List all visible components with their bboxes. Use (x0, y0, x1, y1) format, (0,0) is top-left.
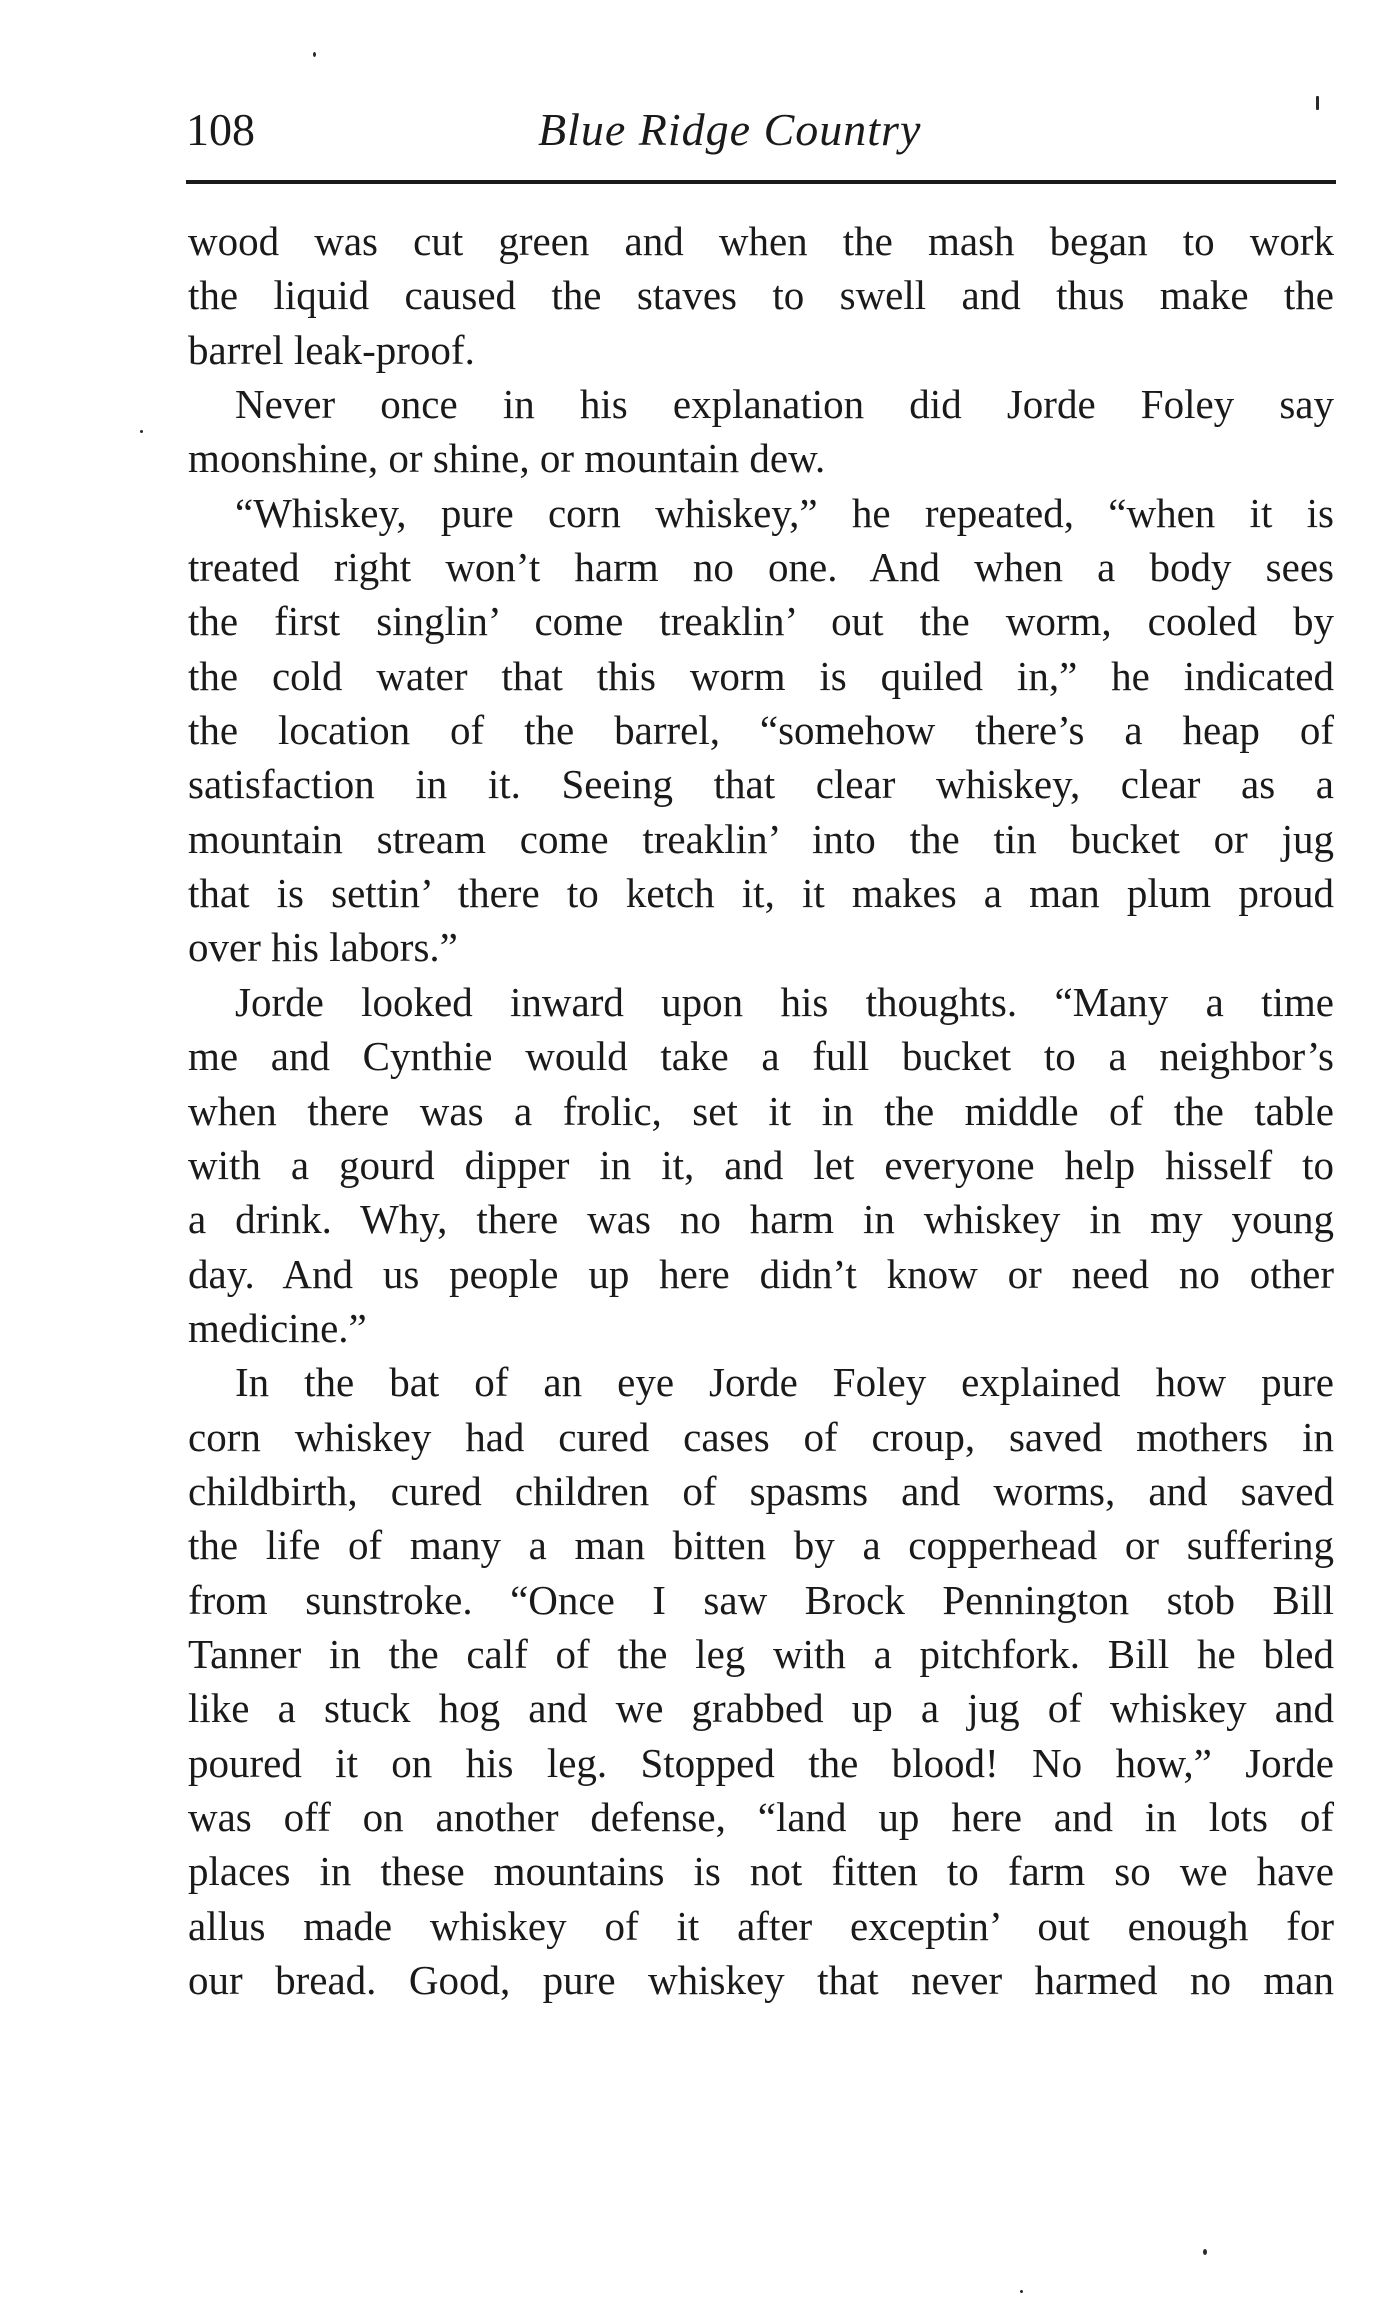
speck (1020, 2290, 1023, 2293)
running-head: Blue Ridge Country (538, 104, 922, 155)
text-line: Tanner in the calf of the leg with a pitchfork. Bill he bled (188, 1630, 1334, 1677)
text-line: over his labors.” (188, 924, 458, 971)
text-line: moonshine, or shine, or mountain dew. (188, 435, 826, 482)
page-number: 108 (186, 104, 255, 155)
text-line: “Whiskey, pure corn whiskey,” he repeated, “when it is (235, 489, 1334, 536)
text-line: our bread. Good, pure whiskey that never harmed no man (188, 1957, 1334, 2003)
text-line: me and Cynthie would take a full bucket to a neighbor’s (188, 1033, 1334, 1080)
text-line: day. And us people up here didn’t know or need no other (188, 1250, 1334, 1297)
speck (1203, 2249, 1207, 2255)
text-line: medicine.” (188, 1304, 367, 1351)
page-header (186, 92, 1336, 162)
text-line: In the bat of an eye Jorde Foley explained how pure (235, 1359, 1334, 1406)
header-rule (186, 180, 1336, 184)
speck (140, 430, 143, 433)
text-line: Never once in his explanation did Jorde Foley say (235, 381, 1334, 428)
text-line: wood was cut green and when the mash began to work (188, 218, 1334, 264)
body-text (188, 214, 1334, 2007)
text-line: when there was a frolic, set it in the middle of the table (188, 1087, 1334, 1134)
text-line: barrel leak-proof. (188, 326, 475, 373)
text-line: corn whiskey had cured cases of croup, saved mothers in (188, 1413, 1334, 1460)
text-line: the life of many a man bitten by a copperhead or suffering (188, 1522, 1334, 1569)
text-line: like a stuck hog and we grabbed up a jug of whiskey and (188, 1685, 1334, 1732)
text-line: Jorde looked inward upon his thoughts. “Many a time (235, 978, 1334, 1025)
text-line: the location of the barrel, “somehow there’s a heap of (188, 707, 1334, 754)
text-line: places in these mountains is not fitten to farm so we have (188, 1848, 1334, 1895)
speck (1316, 96, 1319, 110)
text-line: with a gourd dipper in it, and let everyone help hisself to (188, 1141, 1334, 1188)
text-line: was off on another defense, “land up here and in lots of (188, 1793, 1334, 1840)
text-line: the first singlin’ come treaklin’ out the worm, cooled by (188, 598, 1334, 645)
text-line: from sunstroke. “Once I saw Brock Pennington stob Bill (188, 1576, 1334, 1623)
text-line: mountain stream come treaklin’ into the tin bucket or jug (188, 815, 1334, 862)
text-line: allus made whiskey of it after exceptin’ out enough for (188, 1902, 1334, 1949)
text-line: childbirth, cured children of spasms and worms, and saved (188, 1467, 1334, 1514)
text-line: that is settin’ there to ketch it, it makes a man plum proud (188, 870, 1334, 917)
text-line: the cold water that this worm is quiled in,” he indicated (188, 652, 1334, 699)
text-line: treated right won’t harm no one. And when a body sees (188, 544, 1334, 591)
text-line: a drink. Why, there was no harm in whiskey in my young (188, 1196, 1334, 1243)
speck (313, 52, 316, 57)
text-line: poured it on his leg. Stopped the blood! No how,” Jorde (188, 1739, 1334, 1786)
text-line: the liquid caused the staves to swell and thus make the (188, 272, 1334, 319)
text-line: satisfaction in it. Seeing that clear whiskey, clear as a (188, 761, 1334, 808)
